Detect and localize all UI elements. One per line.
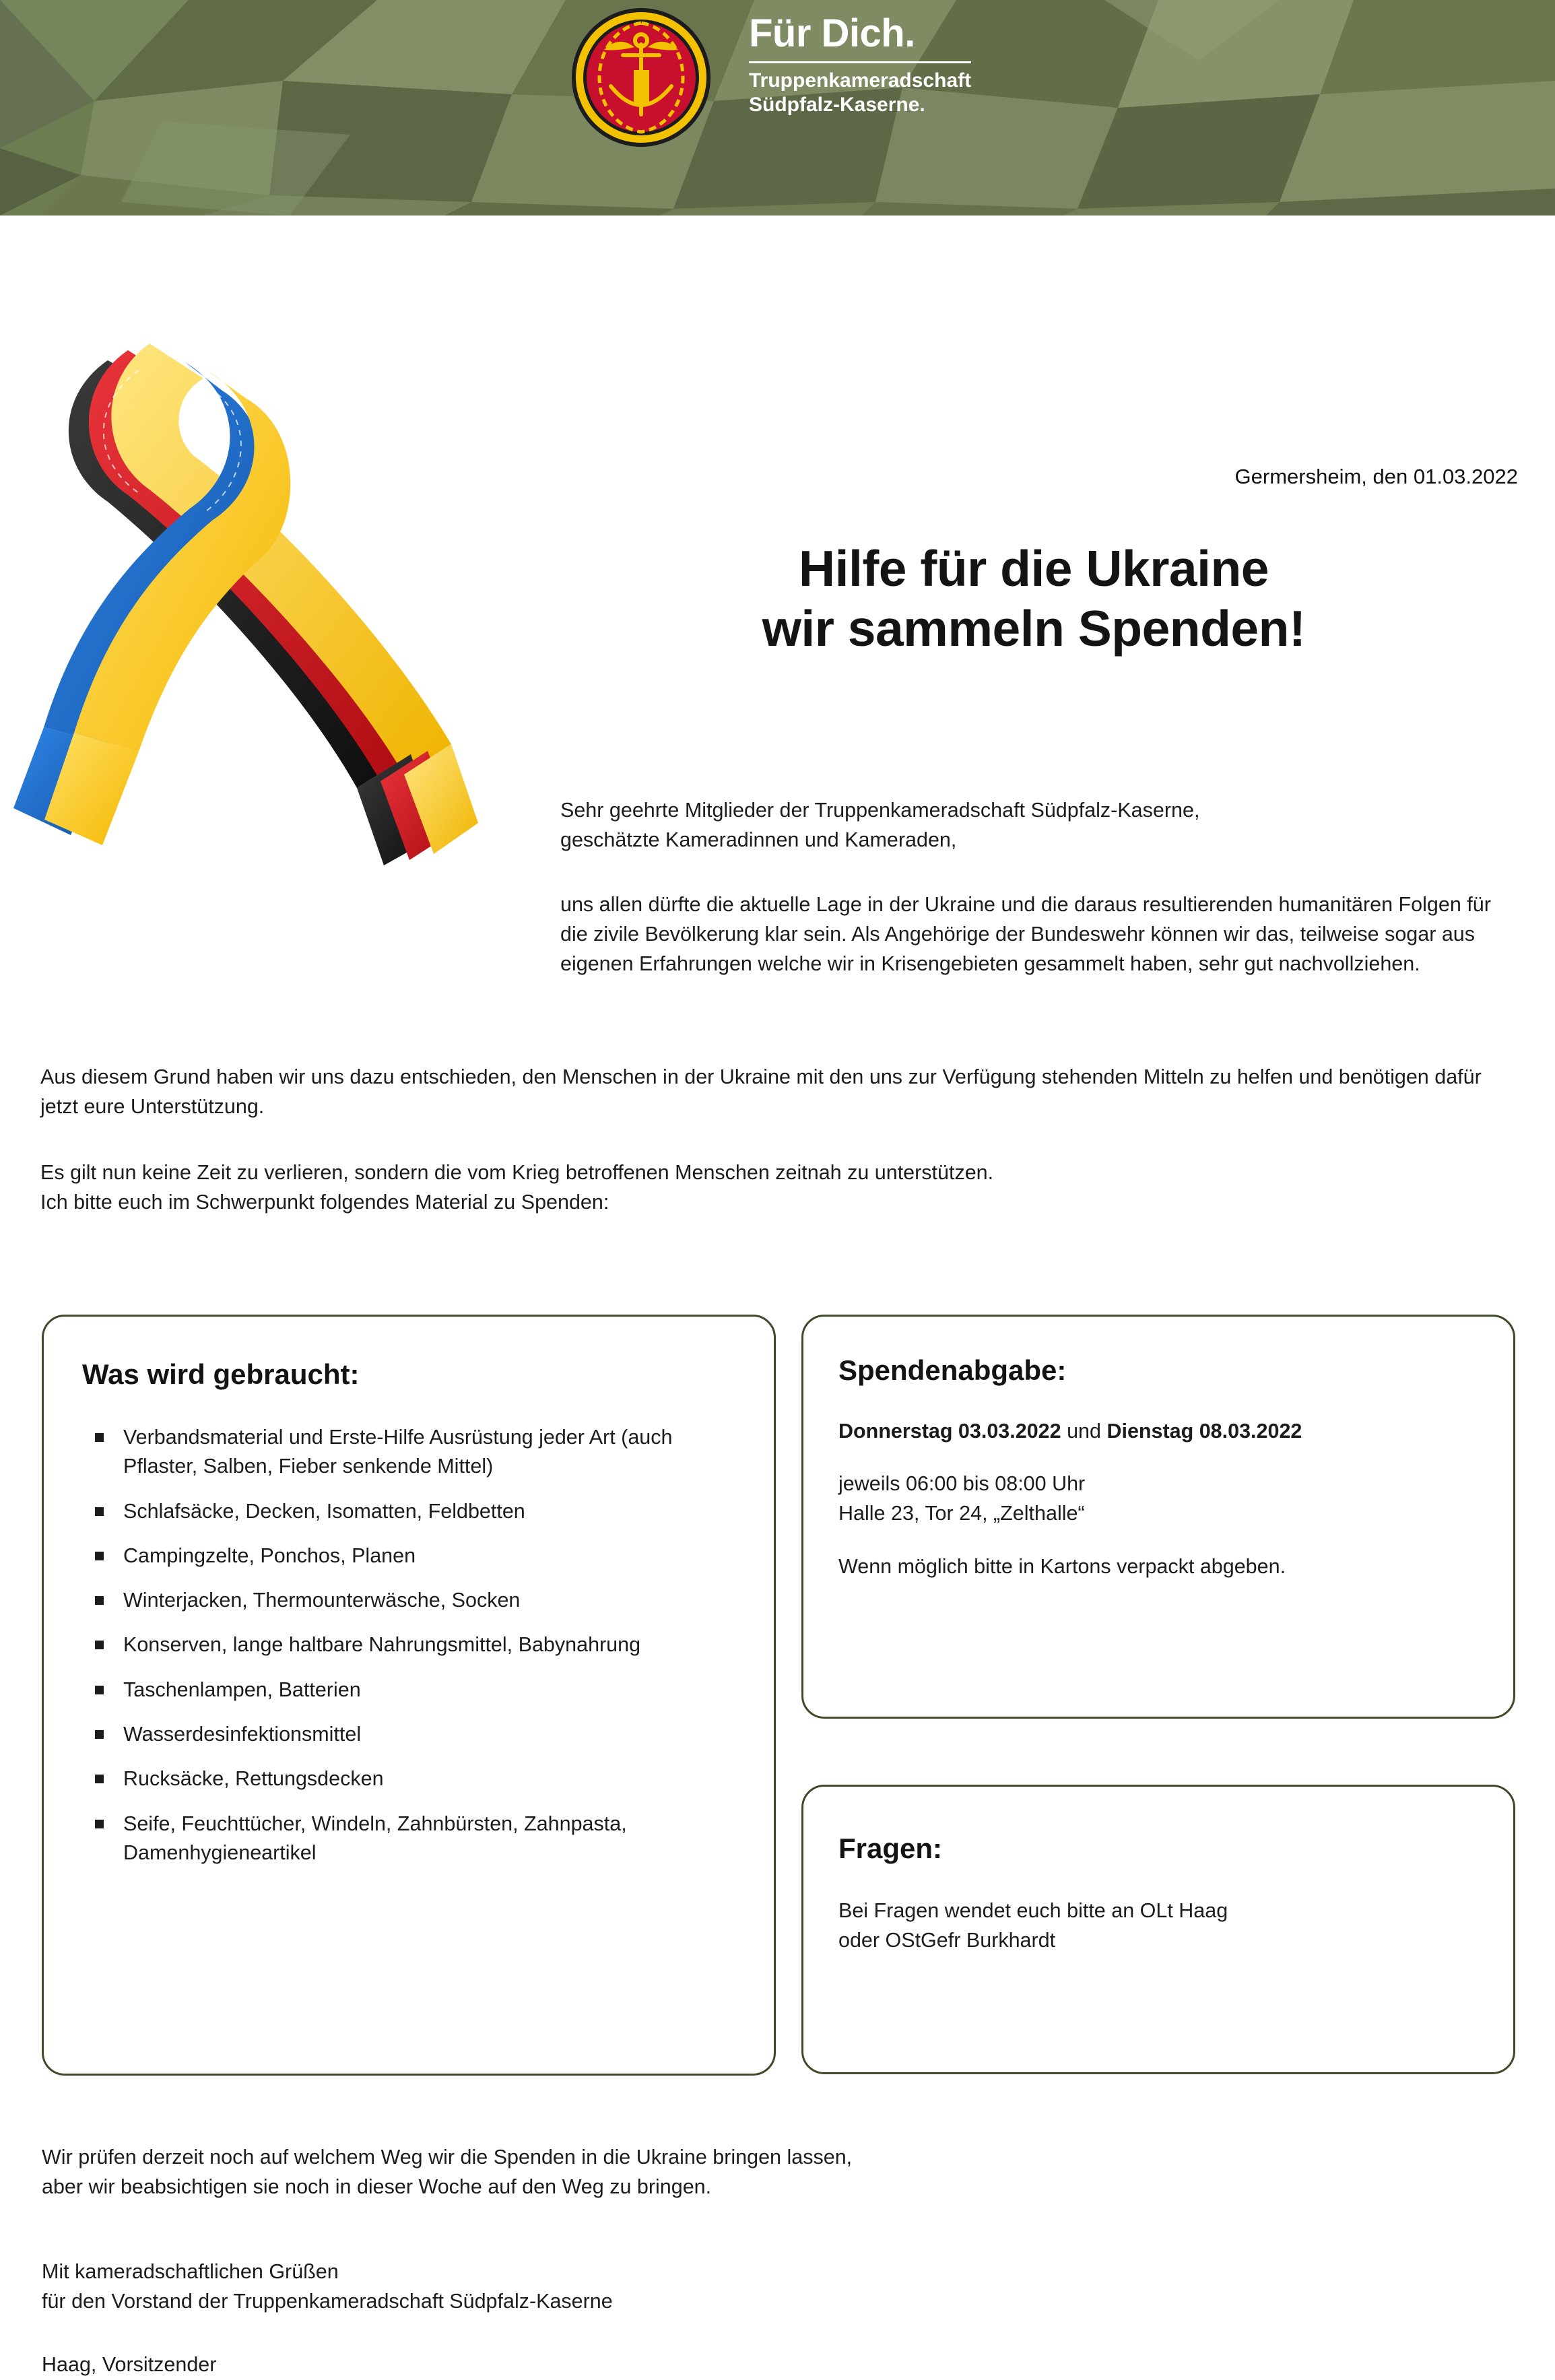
- paragraph-4: [40, 1158, 1512, 1218]
- list-item: Campingzelte, Ponchos, Planen: [123, 1542, 741, 1571]
- dropoff-body: [803, 1387, 1513, 1581]
- spacer: [838, 1529, 1478, 1552]
- salutation: [560, 796, 1500, 855]
- questions-body: [803, 1865, 1513, 1955]
- date-line: Germersheim, den 01.03.2022: [1234, 465, 1518, 488]
- spacer: [838, 1446, 1478, 1469]
- dropoff-box: [801, 1315, 1515, 1719]
- list-item: Rucksäcke, Rettungsdecken: [123, 1764, 741, 1793]
- dropoff-note: Wenn möglich bitte in Kartons verpackt abgeben.: [838, 1554, 1286, 1578]
- headline-line-2: wir sammeln Spenden!: [762, 599, 1306, 657]
- brand-subtitle-line1: Truppenkameradschaft: [749, 69, 972, 92]
- dropoff-location: Halle 23, Tor 24, „Zelthalle“: [838, 1502, 1085, 1525]
- dropoff-date-conjunction: und: [1061, 1420, 1107, 1443]
- dropoff-time: jeweils 06:00 bis 08:00 Uhr: [838, 1472, 1086, 1496]
- dropoff-dates: [838, 1416, 1478, 1446]
- list-item: Seife, Feuchttücher, Windeln, Zahnbürsten, Zahnpasta, Damenhygieneartikel: [123, 1810, 741, 1868]
- ukraine-germany-ribbon-icon: [7, 323, 492, 936]
- needed-items-list: [44, 1423, 774, 1867]
- questions-line-1: Bei Fragen wendet euch bitte an OLt Haag: [838, 1899, 1228, 1922]
- paragraph-2: uns allen dürfte die aktuelle Lage in der Ukraine und die daraus resultierenden humanitären Folgen für die zivile Bevölkerung klar sein. Als Angehörige der Bundeswehr können wir das, teilweise sogar aus eigenen Erfahrungen welche wir in Krisengebieten gesammelt haben, sehr gut nachvollziehen.: [560, 893, 1491, 975]
- brand-divider: [749, 61, 971, 63]
- signature-block: [42, 2257, 1513, 2317]
- header-banner: [0, 0, 1555, 216]
- brand-title: Für Dich.: [749, 11, 915, 55]
- salutation-line-1: Sehr geehrte Mitglieder der Truppenkameradschaft Südpfalz-Kaserne,: [560, 799, 1200, 822]
- list-item: Taschenlampen, Batterien: [123, 1676, 741, 1705]
- needed-items-box: [42, 1315, 776, 2076]
- list-item: Schlafsäcke, Decken, Isomatten, Feldbetten: [123, 1497, 741, 1526]
- bundeswehr-crest-icon: [569, 5, 714, 150]
- brand-subtitle-line2: Südpfalz-Kaserne.: [749, 94, 925, 117]
- page-title: [549, 539, 1519, 658]
- paragraph-4-line-2: Ich bitte euch im Schwerpunkt folgendes Material zu Spenden:: [40, 1190, 609, 1214]
- questions-title: Fragen:: [838, 1832, 943, 1864]
- signature-name: Haag, Vorsitzender: [42, 2353, 217, 2376]
- closing-paragraph: [42, 2143, 1513, 2202]
- dropoff-title: Spendenabgabe:: [838, 1354, 1067, 1386]
- brand-block: [749, 13, 971, 118]
- list-item: Winterjacken, Thermounterwäsche, Socken: [123, 1586, 741, 1615]
- questions-line-2: oder OStGefr Burkhardt: [838, 1929, 1056, 1952]
- salutation-line-2: geschätzte Kameradinnen und Kameraden,: [560, 828, 957, 851]
- signature-line-1: Mit kameradschaftlichen Grüßen: [42, 2260, 339, 2283]
- list-item: Verbandsmaterial und Erste-Hilfe Ausrüstung jeder Art (auch Pflaster, Salben, Fieber senkende Mittel): [123, 1423, 741, 1482]
- signature-line-2: für den Vorstand der Truppenkameradschaft Südpfalz-Kaserne: [42, 2289, 613, 2313]
- closing-line-2: aber wir beabsichtigen sie noch in dieser Woche auf den Weg zu bringen.: [42, 2175, 712, 2198]
- dropoff-date-2: Dienstag 08.03.2022: [1106, 1420, 1302, 1443]
- needed-items-title: Was wird gebraucht:: [82, 1358, 360, 1390]
- list-item: Wasserdesinfektionsmittel: [123, 1720, 741, 1749]
- questions-box: [801, 1785, 1515, 2074]
- closing-line-1: Wir prüfen derzeit noch auf welchem Weg wir die Spenden in die Ukraine bringen lassen,: [42, 2146, 853, 2169]
- list-item: Konserven, lange haltbare Nahrungsmittel, Babynahrung: [123, 1630, 741, 1659]
- paragraph-3: Aus diesem Grund haben wir uns dazu entschieden, den Menschen in der Ukraine mit den uns zur Verfügung stehenden Mitteln zu helfen und benötigen dafür jetzt eure Unterstützung.: [40, 1065, 1482, 1118]
- paragraph-4-line-1: Es gilt nun keine Zeit zu verlieren, sondern die vom Krieg betroffenen Menschen zeitnah zu unterstützen.: [40, 1161, 994, 1184]
- dropoff-date-1: Donnerstag 03.03.2022: [838, 1420, 1061, 1443]
- headline-line-1: Hilfe für die Ukraine: [798, 540, 1269, 597]
